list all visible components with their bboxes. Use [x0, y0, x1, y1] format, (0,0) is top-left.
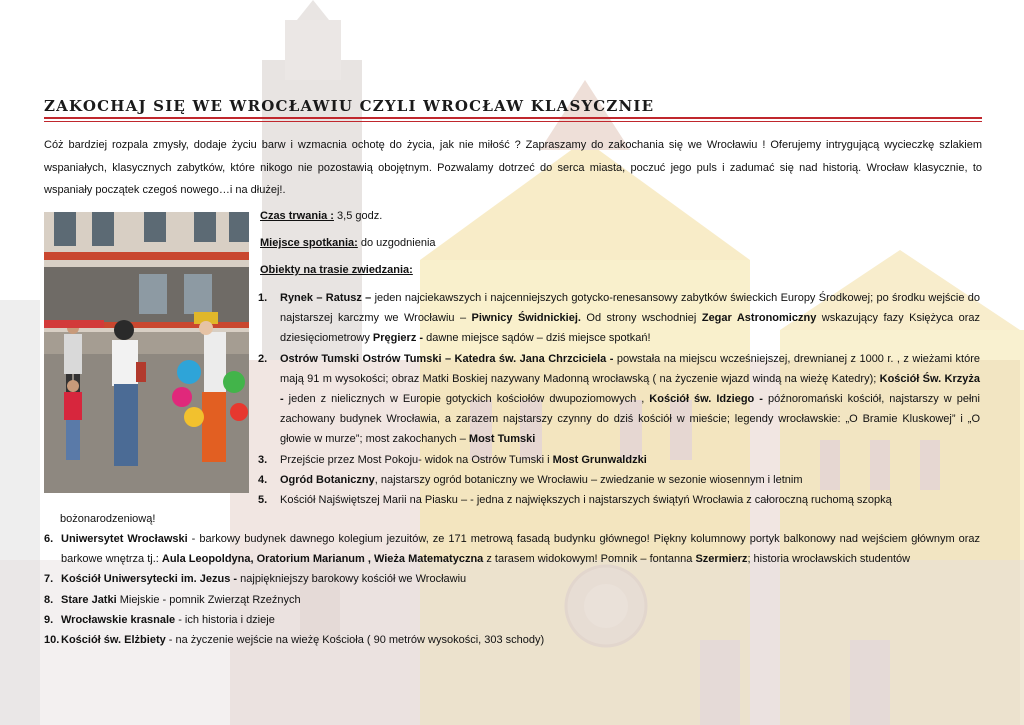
list-item	[258, 450, 980, 470]
item-text: ; historia wrocławskich studentów	[747, 553, 911, 566]
item-bold-text: Kościół Uniwersytecki im. Jezus -	[61, 573, 238, 586]
market-square-photo	[44, 212, 249, 493]
item-number: 9.	[44, 613, 54, 626]
item-bold-text: Most Tumski	[468, 433, 536, 446]
item-text: , najstarszy ogród botaniczny we Wrocławiu – zwiedzanie w sezonie wiosennym i letnim	[374, 473, 803, 486]
item-bold-text: Most Grunwaldzki	[552, 453, 647, 466]
list-item	[258, 490, 980, 510]
meeting-value: do uzgodnienia	[360, 237, 436, 249]
objects-heading-row	[260, 264, 413, 276]
list-item	[258, 349, 980, 450]
list-item	[44, 569, 980, 589]
meeting-label: Miejsce spotkania:	[260, 237, 358, 249]
item-text: jeden najciekawszych i najcenniejszych gotycko-renesansowy zabytków świeckich Europy Środkowej; po środku wejście do najstarszej karczmy we Wrocławiu –	[280, 292, 980, 325]
item-number: 7.	[44, 573, 54, 586]
item-bold-text: Zegar Astronomiczny	[701, 312, 817, 325]
item-bold-text: Wrocławskie krasnale	[61, 613, 176, 626]
item-text: najpiękniejszy barokowy kościół we Wrocławiu	[237, 573, 467, 586]
list-item	[258, 288, 980, 349]
intro-paragraph: Cóż bardziej rozpala zmysły, dodaje życiu barw i wzmacnia ochotę do życia, jak nie miłość ? Zapraszamy do zakochania się we Wrocławiu ! Oferujemy intrygującą wycieczkę szlakiem wspaniałych, klasycznych zabytków, które nikogo nie pozostawią obojętnym. Pozwalamy dotrzeć do serca miasta, poczuć jego puls i zadumać się nad historią. Wrocław klasycznie, to wspaniały początek czegoś nowego…i na dłużej!.	[44, 139, 982, 196]
list-item	[44, 630, 980, 650]
duration-value: 3,5 godz.	[337, 210, 383, 222]
item-text: z tarasem widokowym! Pomnik – fontanna	[483, 553, 696, 566]
item-5-continuation: bożonarodzeniową!	[60, 513, 156, 525]
item-text: Miejskie - pomnik Zwierząt Rzeźnych	[116, 593, 301, 606]
item-bold-text: Kościół Św. Krzyża -	[280, 372, 980, 406]
list-item	[44, 529, 980, 569]
list-item	[44, 610, 980, 630]
item-bold-text: Pręgierz -	[372, 332, 424, 345]
item-text: - barkowy budynek dawnego kolegium jezuitów, ze 171 metrową fasadą budynku głównego! Piękny kolumnowy portyk balkonowy nad wejściem głównym oraz barkowe wnętrza tj.:	[61, 533, 981, 566]
item-bold-text: Kościół św. Elżbiety	[61, 634, 166, 647]
item-bold-text: Szermierz	[695, 553, 748, 566]
item-text: - na życzenie wejście na wieżę Kościoła ( 90 metrów wysokości, 303 schody)	[165, 634, 545, 647]
item-text: Od strony wschodniej	[580, 312, 702, 325]
item-bold-text: Ogród Botaniczny	[280, 473, 375, 486]
item-number: 1.	[258, 292, 268, 304]
item-bold-text: Aula Leopoldyna, Oratorium Marianum , Wieża Matematyczna	[161, 553, 484, 566]
title-rule	[44, 117, 982, 119]
item-text: Kościół Najświętszej Marii na Piasku – - jedna z największych i najstarszych świątyń Wrocławia z całoroczną ruchomą szopką	[280, 494, 892, 507]
item-text: powstała na miejscu wcześniejszej, drewnianej z 1000 r. , z wieżami które mają 91 m wysokości; obraz Matki Boskiej nazywany Madonną wrocławską ( na życzenie wjazd windą na wieżę Katedry);	[280, 352, 981, 385]
item-bold-text: Piwnicy Świdnickiej.	[471, 312, 581, 325]
itinerary-list-lower	[44, 529, 980, 650]
item-bold-text: Stare Jatki	[61, 593, 117, 606]
item-number: 2.	[258, 352, 268, 365]
item-text: - ich historia i dzieje	[175, 613, 275, 626]
item-number: 5.	[258, 494, 268, 507]
item-number: 3.	[258, 453, 268, 466]
item-bold-text: Kościół św. Idziego -	[649, 393, 763, 406]
item-bold-text: Rynek – Ratusz –	[280, 292, 372, 304]
duration-row	[260, 210, 382, 222]
item-text: wskazujący fazy Księżyca oraz dziesięciometrowy	[280, 312, 980, 345]
item-text: późnoromański kościół, najstarszy w pełni zachowany budynek Wrocławia, a zarazem najstarszy czynny do dziś kościół w mieście; legendy wrocławskie: „O Bramie Kluskowej” i „O głowie w murze”; most zakochanych –	[280, 393, 980, 446]
title-rule-thin	[44, 121, 982, 122]
duration-label: Czas trwania :	[260, 210, 334, 222]
page-title: ZAKOCHAJ SIĘ WE WROCŁAWIU CZYLI WROCŁAW KLASYCZNIE	[44, 97, 655, 115]
item-number: 6.	[44, 533, 54, 545]
list-item	[258, 470, 980, 490]
item-bold-text: Ostrów Tumski Ostrów Tumski – Katedra św. Jana Chrzciciela -	[280, 352, 614, 365]
item-text: dawne miejsce sądów – dziś miejsce spotkań!	[423, 332, 651, 345]
itinerary-list-upper	[258, 288, 980, 510]
meeting-row	[260, 237, 436, 249]
item-bold-text: Uniwersytet Wrocławski	[61, 533, 188, 545]
objects-heading: Obiekty na trasie zwiedzania:	[260, 264, 413, 276]
item-number: 10.	[44, 634, 60, 647]
item-text: jeden z nielicznych w Europie gotyckich kościołów dwupoziomowych ,	[283, 393, 650, 406]
item-text: Przejście przez Most Pokoju- widok na Ostrów Tumski i	[280, 453, 553, 466]
item-number: 8.	[44, 593, 54, 606]
item-number: 4.	[258, 473, 268, 486]
list-item	[44, 590, 980, 610]
